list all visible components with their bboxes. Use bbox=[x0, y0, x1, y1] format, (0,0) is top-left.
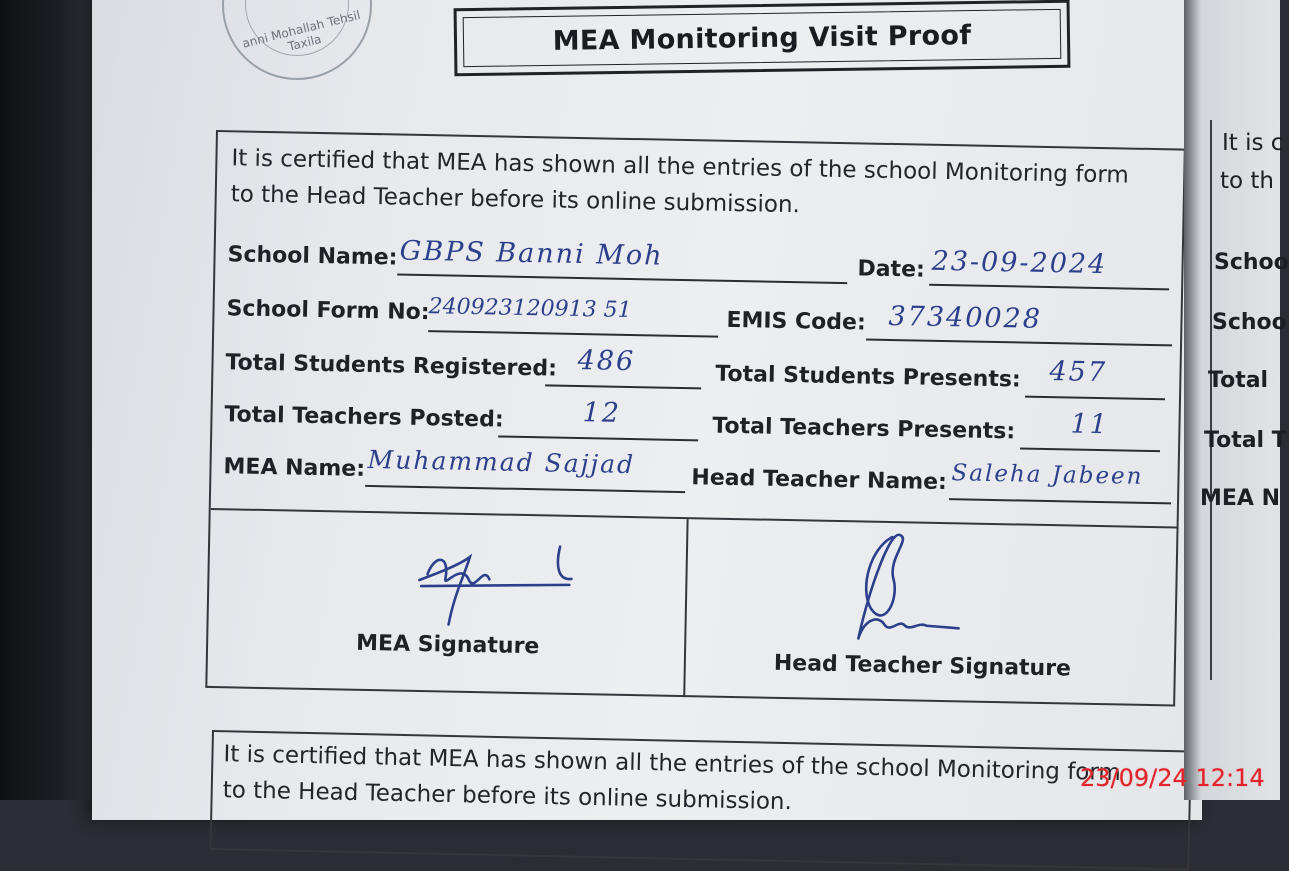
mea-signature-mark bbox=[408, 534, 590, 637]
adjacent-line-2: to th bbox=[1220, 168, 1274, 194]
school-form-no-row bbox=[226, 296, 429, 325]
certification-line-2: to the Head Teacher before its online submission. bbox=[230, 181, 801, 219]
head-teacher-signature-label: Head Teacher Signature bbox=[773, 650, 1072, 682]
date-row bbox=[857, 256, 925, 282]
students-registered-field bbox=[545, 344, 702, 389]
head-teacher-name-row bbox=[691, 465, 947, 495]
certification-text bbox=[230, 140, 1129, 229]
school-form-no-value: 240923120913 51 bbox=[428, 294, 632, 324]
head-teacher-name-field bbox=[949, 460, 1172, 504]
emis-code-row bbox=[726, 308, 866, 336]
school-form-no-label: School Form No: bbox=[226, 296, 430, 326]
head-teacher-name-value: Saleha Jabeen bbox=[951, 460, 1144, 490]
adjacent-page-box-edge bbox=[1210, 120, 1212, 680]
adjacent-field-5: MEA N bbox=[1200, 486, 1281, 511]
document-title: MEA Monitoring Visit Proof bbox=[552, 19, 972, 57]
next-certification-line-1: It is certified that MEA has shown all the entries of the school Monitoring form bbox=[223, 741, 1122, 787]
next-certification-text bbox=[222, 736, 1121, 827]
teachers-present-value: 11 bbox=[1070, 408, 1110, 441]
school-name-label: School Name: bbox=[227, 242, 398, 271]
monitoring-form bbox=[205, 130, 1186, 707]
students-registered-label: Total Students Registered: bbox=[225, 350, 558, 382]
students-registered-value: 486 bbox=[577, 344, 636, 378]
mea-signature-label: MEA Signature bbox=[355, 630, 540, 660]
signature-row bbox=[207, 508, 1176, 707]
emis-code-field bbox=[866, 300, 1173, 347]
date-value: 23-09-2024 bbox=[931, 245, 1108, 281]
date-label: Date: bbox=[857, 256, 926, 283]
adjacent-field-4: Total T bbox=[1204, 428, 1287, 453]
school-name-field bbox=[397, 235, 848, 285]
school-seal-text: anni Mohallah Tehsil Taxila bbox=[240, 7, 362, 54]
mea-name-value: Muhammad Sajjad bbox=[367, 444, 636, 480]
teachers-present-label: Total Teachers Presents: bbox=[712, 413, 1016, 445]
mea-name-label: MEA Name: bbox=[223, 454, 366, 482]
teachers-posted-value: 12 bbox=[582, 397, 622, 429]
head-teacher-signature-mark bbox=[828, 528, 970, 661]
school-name-value: GBPS Banni Moh bbox=[399, 235, 664, 272]
title-box-inner bbox=[463, 9, 1062, 67]
adjacent-field-2: Schoo bbox=[1212, 310, 1287, 335]
teachers-present-row bbox=[712, 414, 1015, 445]
teachers-posted-label: Total Teachers Posted: bbox=[224, 402, 504, 433]
teachers-present-field bbox=[1020, 408, 1161, 453]
students-registered-row bbox=[225, 350, 557, 381]
next-monitoring-form bbox=[209, 730, 1191, 870]
mea-name-row bbox=[223, 454, 365, 482]
photo-timestamp: 23/09/24 12:14 bbox=[1080, 764, 1265, 792]
adjacent-field-3: Total bbox=[1208, 368, 1269, 393]
adjacent-page bbox=[1184, 0, 1289, 800]
school-form-no-field bbox=[428, 296, 719, 338]
signature-divider bbox=[683, 519, 688, 697]
teachers-posted-field bbox=[498, 397, 699, 441]
title-box bbox=[454, 0, 1071, 76]
head-teacher-name-label: Head Teacher Name: bbox=[691, 465, 948, 496]
date-field bbox=[929, 245, 1170, 291]
students-present-value: 457 bbox=[1049, 356, 1108, 389]
emis-code-label: EMIS Code: bbox=[726, 307, 866, 336]
mea-name-field bbox=[365, 444, 686, 493]
adjacent-field-1: Schoo bbox=[1214, 250, 1289, 275]
emis-code-value: 37340028 bbox=[888, 300, 1043, 335]
next-certification-line-2: to the Head Teacher before its online submission. bbox=[222, 777, 793, 816]
students-present-field bbox=[1025, 356, 1166, 401]
students-present-row bbox=[715, 362, 1021, 393]
school-name-row bbox=[227, 242, 397, 270]
students-present-label: Total Students Presents: bbox=[715, 361, 1021, 393]
teachers-posted-row bbox=[224, 402, 504, 432]
certification-line-1: It is certified that MEA has shown all the entries of the school Monitoring form bbox=[231, 145, 1130, 189]
adjacent-line-1: It is c bbox=[1222, 130, 1284, 156]
